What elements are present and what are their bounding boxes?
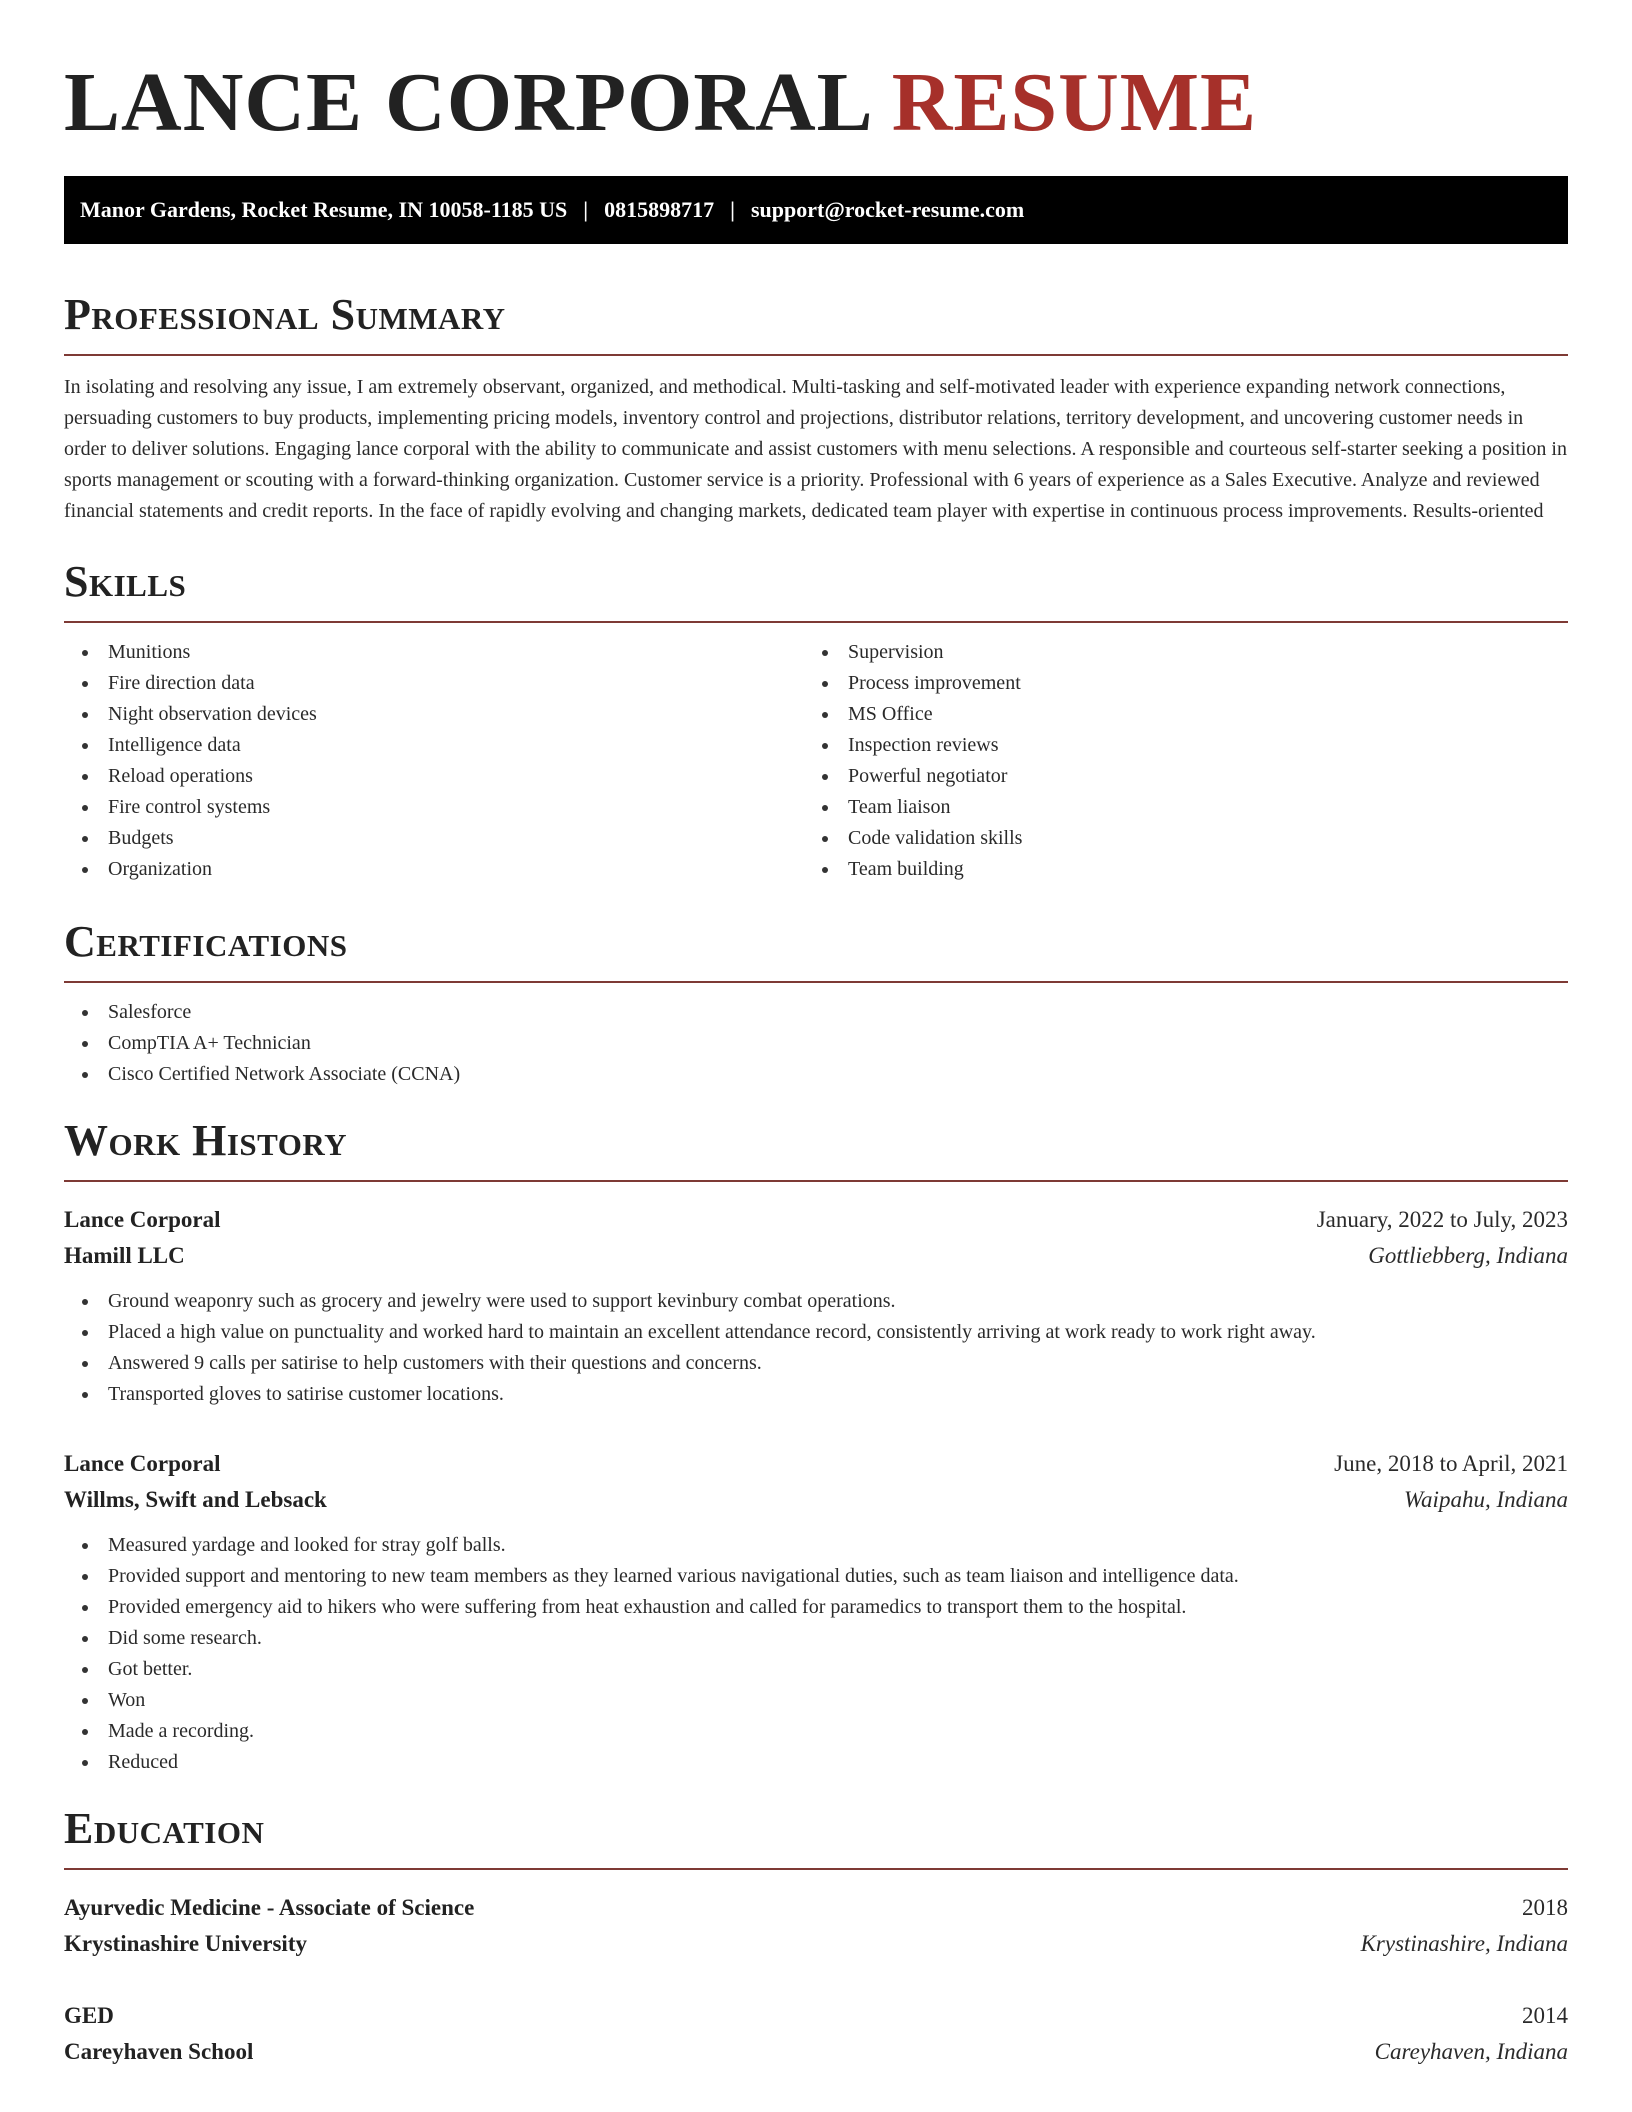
skills-list-right [804, 637, 1544, 885]
education-section [64, 1804, 1568, 2070]
list-item: Code validation skills [804, 823, 1544, 854]
list-item: Won [64, 1685, 1568, 1716]
education-header-row [64, 1998, 1568, 2034]
job-location: Waipahu, Indiana [1404, 1487, 1568, 1512]
job-duties-list [64, 1530, 1568, 1778]
contact-bar [64, 176, 1568, 244]
list-item: CompTIA A+ Technician [64, 1028, 1568, 1059]
education-school: Krystinashire University [64, 1931, 307, 1956]
list-item: Transported gloves to satirise customer locations. [64, 1379, 1568, 1410]
title-resume-word: RESUME [891, 56, 1258, 149]
education-location: Careyhaven, Indiana [1374, 2039, 1568, 2064]
list-item: Provided support and mentoring to new team members as they learned various navigational duties, such as team liaison and intelligence data. [64, 1561, 1568, 1592]
list-item: Did some research. [64, 1623, 1568, 1654]
skills-grid [64, 623, 1568, 885]
contact-email: support@rocket-resume.com [750, 197, 1025, 222]
job-location: Gottliebberg, Indiana [1368, 1243, 1568, 1268]
job-header-row [64, 1446, 1568, 1482]
section-divider [64, 354, 1568, 356]
certifications-heading: Certifications [64, 917, 348, 966]
list-item: Process improvement [804, 668, 1544, 699]
resume-page [64, 0, 1568, 2070]
list-item: Munitions [64, 637, 804, 668]
work-history-heading: Work History [64, 1116, 348, 1165]
summary-text: In isolating and resolving any issue, I am extremely observant, organized, and methodical. Multi-tasking and self-motivated leader with experience expanding network connections, persuading customers to buy products, implementing pricing models, inventory control and projections, distributor relations, territory development, and uncovering customer needs in order to deliver solutions. Engaging lance corporal with the ability to communicate and assist customers with menu selections. A responsible and courteous self-starter seeking a position in sports management or scouting with a forward-thinking organization. Customer service is a priority. Professional with 6 years of experience as a Sales Executive. Analyze and reviewed financial statements and credit reports. In the face of rapidly evolving and changing markets, dedicated team player with expertise in continuous process improvements. Results-oriented [64, 376, 1567, 522]
list-item: Placed a high value on punctuality and worked hard to maintain an excellent attendance record, consistently arriving at work ready to work right away. [64, 1317, 1568, 1348]
job-company: Hamill LLC [64, 1243, 185, 1268]
education-degree: GED [64, 2003, 114, 2028]
contact-address: Manor Gardens, Rocket Resume, IN 10058-1185 US [80, 197, 568, 222]
contact-phone: 0815898717 [604, 197, 715, 222]
job-header-row [64, 1202, 1568, 1238]
job-company-row [64, 1238, 1568, 1274]
list-item: Fire direction data [64, 668, 804, 699]
list-item: Intelligence data [64, 730, 804, 761]
work-history-section [64, 1116, 1568, 1778]
summary-heading: Professional Summary [64, 290, 506, 339]
section-divider [64, 981, 1568, 983]
education-year: 2014 [1522, 2003, 1568, 2028]
job-entry [64, 1202, 1568, 1410]
list-item: Team building [804, 854, 1544, 885]
list-item: Budgets [64, 823, 804, 854]
job-dates: June, 2018 to April, 2021 [1334, 1451, 1568, 1476]
education-heading: Education [64, 1804, 265, 1853]
education-header-row [64, 1890, 1568, 1926]
contact-separator: | [730, 197, 735, 222]
list-item: Team liaison [804, 792, 1544, 823]
list-item: Made a recording. [64, 1716, 1568, 1747]
list-item: Powerful negotiator [804, 761, 1544, 792]
resume-title [64, 58, 1568, 148]
list-item: Cisco Certified Network Associate (CCNA) [64, 1059, 1568, 1090]
list-item: Supervision [804, 637, 1544, 668]
skills-heading: Skills [64, 557, 187, 606]
job-entry [64, 1446, 1568, 1778]
list-item: Ground weaponry such as grocery and jewelry were used to support kevinbury combat operations. [64, 1286, 1568, 1317]
education-entry [64, 1890, 1568, 1962]
education-school-row [64, 1926, 1568, 1962]
list-item: Got better. [64, 1654, 1568, 1685]
job-company: Willms, Swift and Lebsack [64, 1487, 327, 1512]
education-school: Careyhaven School [64, 2039, 254, 2064]
list-item: Reduced [64, 1747, 1568, 1778]
list-item: Reload operations [64, 761, 804, 792]
job-duties-list [64, 1286, 1568, 1410]
education-entry [64, 1998, 1568, 2070]
list-item: Fire control systems [64, 792, 804, 823]
contact-separator: | [583, 197, 589, 222]
skills-section [64, 557, 1568, 885]
job-dates: January, 2022 to July, 2023 [1316, 1207, 1568, 1232]
title-name: LANCE CORPORAL [64, 56, 874, 149]
job-role: Lance Corporal [64, 1207, 221, 1232]
education-school-row [64, 2034, 1568, 2070]
certifications-list [64, 997, 1568, 1090]
job-company-row [64, 1482, 1568, 1518]
skills-list-left [64, 637, 804, 885]
list-item: Salesforce [64, 997, 1568, 1028]
summary-section [64, 290, 1568, 527]
job-role: Lance Corporal [64, 1451, 221, 1476]
list-item: Measured yardage and looked for stray golf balls. [64, 1530, 1568, 1561]
list-item: MS Office [804, 699, 1544, 730]
education-year: 2018 [1522, 1895, 1568, 1920]
education-location: Krystinashire, Indiana [1360, 1931, 1568, 1956]
certifications-section [64, 917, 1568, 1090]
list-item: Organization [64, 854, 804, 885]
list-item: Answered 9 calls per satirise to help customers with their questions and concerns. [64, 1348, 1568, 1379]
list-item: Inspection reviews [804, 730, 1544, 761]
list-item: Night observation devices [64, 699, 804, 730]
section-divider [64, 1868, 1568, 1870]
list-item: Provided emergency aid to hikers who were suffering from heat exhaustion and called for paramedics to transport them to the hospital. [64, 1592, 1568, 1623]
education-degree: Ayurvedic Medicine - Associate of Science [64, 1895, 475, 1920]
section-divider [64, 1180, 1568, 1182]
